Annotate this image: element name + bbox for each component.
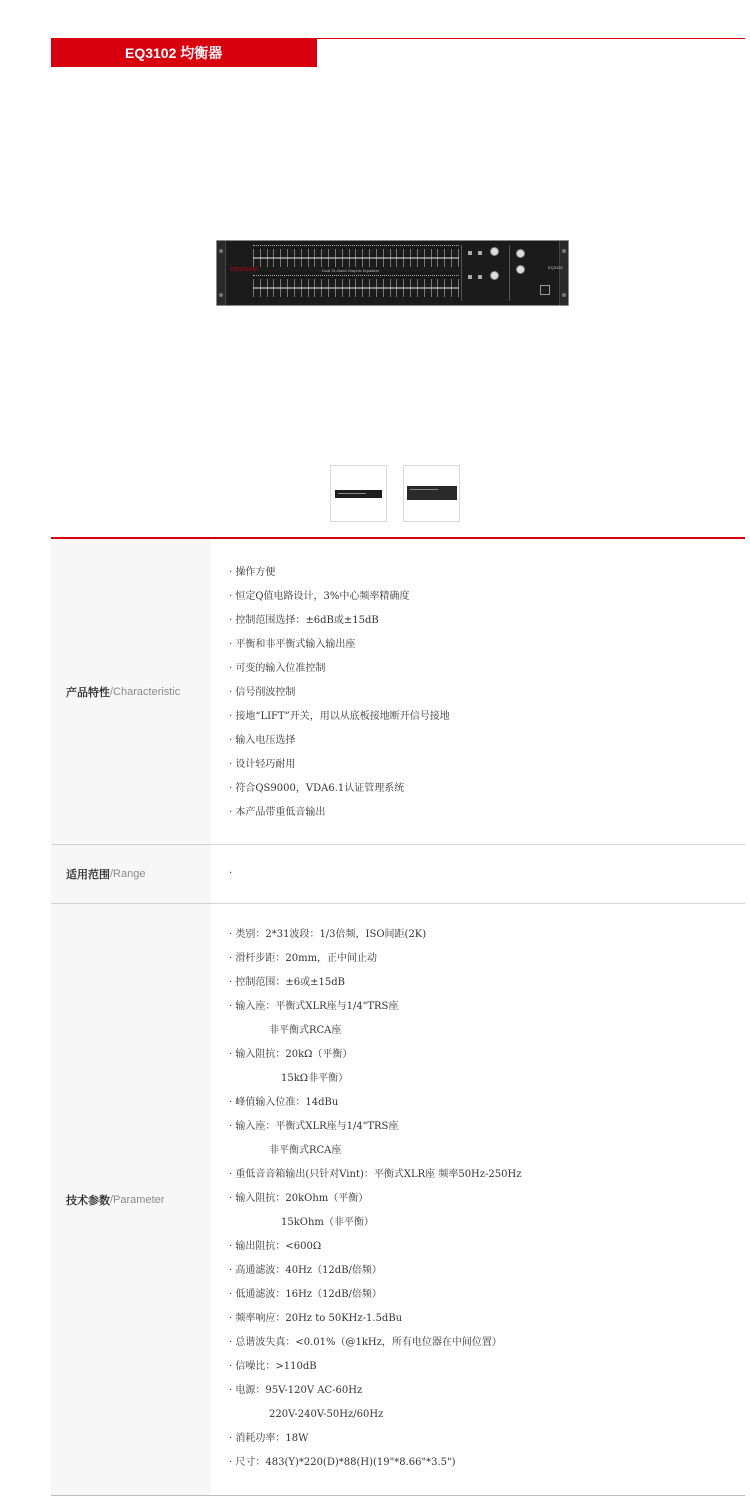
knob-icon (490, 247, 499, 256)
row-label (51, 845, 211, 903)
label-cn: 适用范围 (66, 869, 110, 881)
list-item: · 尺寸：483(Y)*220(D)*88(H)(19"*8.66"*3.5") (229, 1457, 456, 1468)
rack-hole (562, 249, 566, 253)
list-item: 220V-240V-50Hz/60Hz (269, 1409, 384, 1420)
list-item: · 频率响应：20Hz to 50KHz-1.5dBu (229, 1313, 403, 1324)
features-list (211, 539, 745, 844)
table-row-parameters (51, 904, 745, 1496)
fader-bank-bottom (253, 279, 459, 297)
fader-bank-top (253, 249, 459, 267)
device-model: EQ3102 (548, 265, 563, 270)
thumbnail-front[interactable] (330, 465, 387, 522)
list-item: · 低通滤波：16Hz（12dB/倍频） (229, 1289, 382, 1300)
switch-icon (478, 275, 482, 279)
label-en: /Range (110, 868, 146, 880)
row-label (51, 539, 211, 844)
knob-icon (516, 265, 525, 274)
list-item: · 操作方便 (229, 567, 276, 578)
spec-table (51, 537, 745, 1496)
list-item: · 输入座：平衡式XLR座与1/4"TRS座 (229, 1121, 399, 1132)
range-value-cell (211, 845, 745, 903)
list-item: · 信噪比：>110dB (229, 1361, 317, 1372)
fader-caps (253, 287, 459, 289)
list-item: 15kOhm（非平衡） (281, 1217, 374, 1228)
page-title: EQ3102 均衡器 (51, 38, 317, 67)
table-row-range (51, 845, 745, 904)
list-item: · 高通滤波：40Hz（12dB/倍频） (229, 1265, 382, 1276)
knob-icon (516, 249, 525, 258)
device-brand: DBSOUND (231, 267, 259, 273)
parameters-list (211, 904, 745, 1495)
rack-hole (219, 249, 223, 253)
rack-hole (562, 293, 566, 297)
list-item: · 平衡和非平衡式输入输出座 (229, 639, 356, 650)
control-panel (461, 245, 510, 301)
label-en: /Parameter (110, 1193, 165, 1206)
label-en: /Characteristic (110, 685, 181, 698)
list-item: · 峰值输入位准：14dBu (229, 1097, 339, 1108)
power-panel (509, 245, 563, 301)
list-item: · 输出阻抗：<600Ω (229, 1241, 322, 1252)
rack-hole (219, 293, 223, 297)
rack-ear-right (559, 241, 568, 305)
list-item: · 总谐波失真：<0.01%（@1kHz，所有电位器在中间位置） (229, 1337, 502, 1348)
thumbnail-device-icon (407, 486, 457, 500)
device-panel-text: Dual 31-Band Graphic Equalizer (322, 268, 380, 273)
list-item: 非平衡式RCA座 (269, 1145, 342, 1156)
list-item: · 输入电压选择 (229, 735, 296, 746)
list-item: 非平衡式RCA座 (269, 1025, 342, 1036)
switch-icon (468, 251, 472, 255)
rack-ear-left (217, 241, 226, 305)
label-cn: 技术参数 (66, 1194, 110, 1207)
thumbnail-angle[interactable] (403, 465, 460, 522)
list-item: · 可变的输入位准控制 (229, 663, 326, 674)
list-item: · 滑杆步距：20mm，正中间止动 (229, 953, 378, 964)
switch-icon (468, 275, 472, 279)
list-item: · 类别：2*31波段：1/3倍频，ISO间距(2K) (229, 929, 427, 940)
knob-icon (490, 271, 499, 280)
switch-icon (478, 251, 482, 255)
list-item: · 控制范围：±6或±15dB (229, 977, 345, 988)
fader-caps (253, 257, 459, 259)
product-image-equalizer[interactable] (216, 240, 569, 306)
list-item: · 信号削波控制 (229, 687, 296, 698)
list-item: · 控制范围选择：±6dB或±15dB (229, 615, 379, 626)
list-item: · 输入阻抗：20kOhm（平衡） (229, 1193, 369, 1204)
list-item: · (229, 868, 233, 879)
list-item: · 设计轻巧耐用 (229, 759, 296, 770)
list-item: 15kΩ非平衡） (281, 1073, 349, 1084)
power-switch-icon (540, 285, 550, 295)
list-item: · 符合QS9000，VDA6.1认证管理系统 (229, 783, 405, 794)
list-item: · 恒定Q值电路设计，3%中心频率精确度 (229, 591, 410, 602)
list-item: · 本产品带重低音输出 (229, 807, 326, 818)
list-item: · 重低音音箱输出(只针对Vint)：平衡式XLR座 频率50Hz-250Hz (229, 1169, 522, 1180)
table-row-features (51, 539, 745, 845)
list-item: · 输入阻抗：20kΩ（平衡） (229, 1049, 353, 1060)
thumbnail-device-icon (335, 490, 382, 498)
list-item: · 电源：95V-120V AC-60Hz (229, 1385, 363, 1396)
row-label (51, 904, 211, 1495)
list-item: · 输入座：平衡式XLR座与1/4"TRS座 (229, 1001, 399, 1012)
list-item: · 接地“LIFT”开关，用以从底板接地断开信号接地 (229, 711, 450, 722)
label-cn: 产品特性 (66, 686, 110, 699)
list-item: · 消耗功率：18W (229, 1433, 309, 1444)
